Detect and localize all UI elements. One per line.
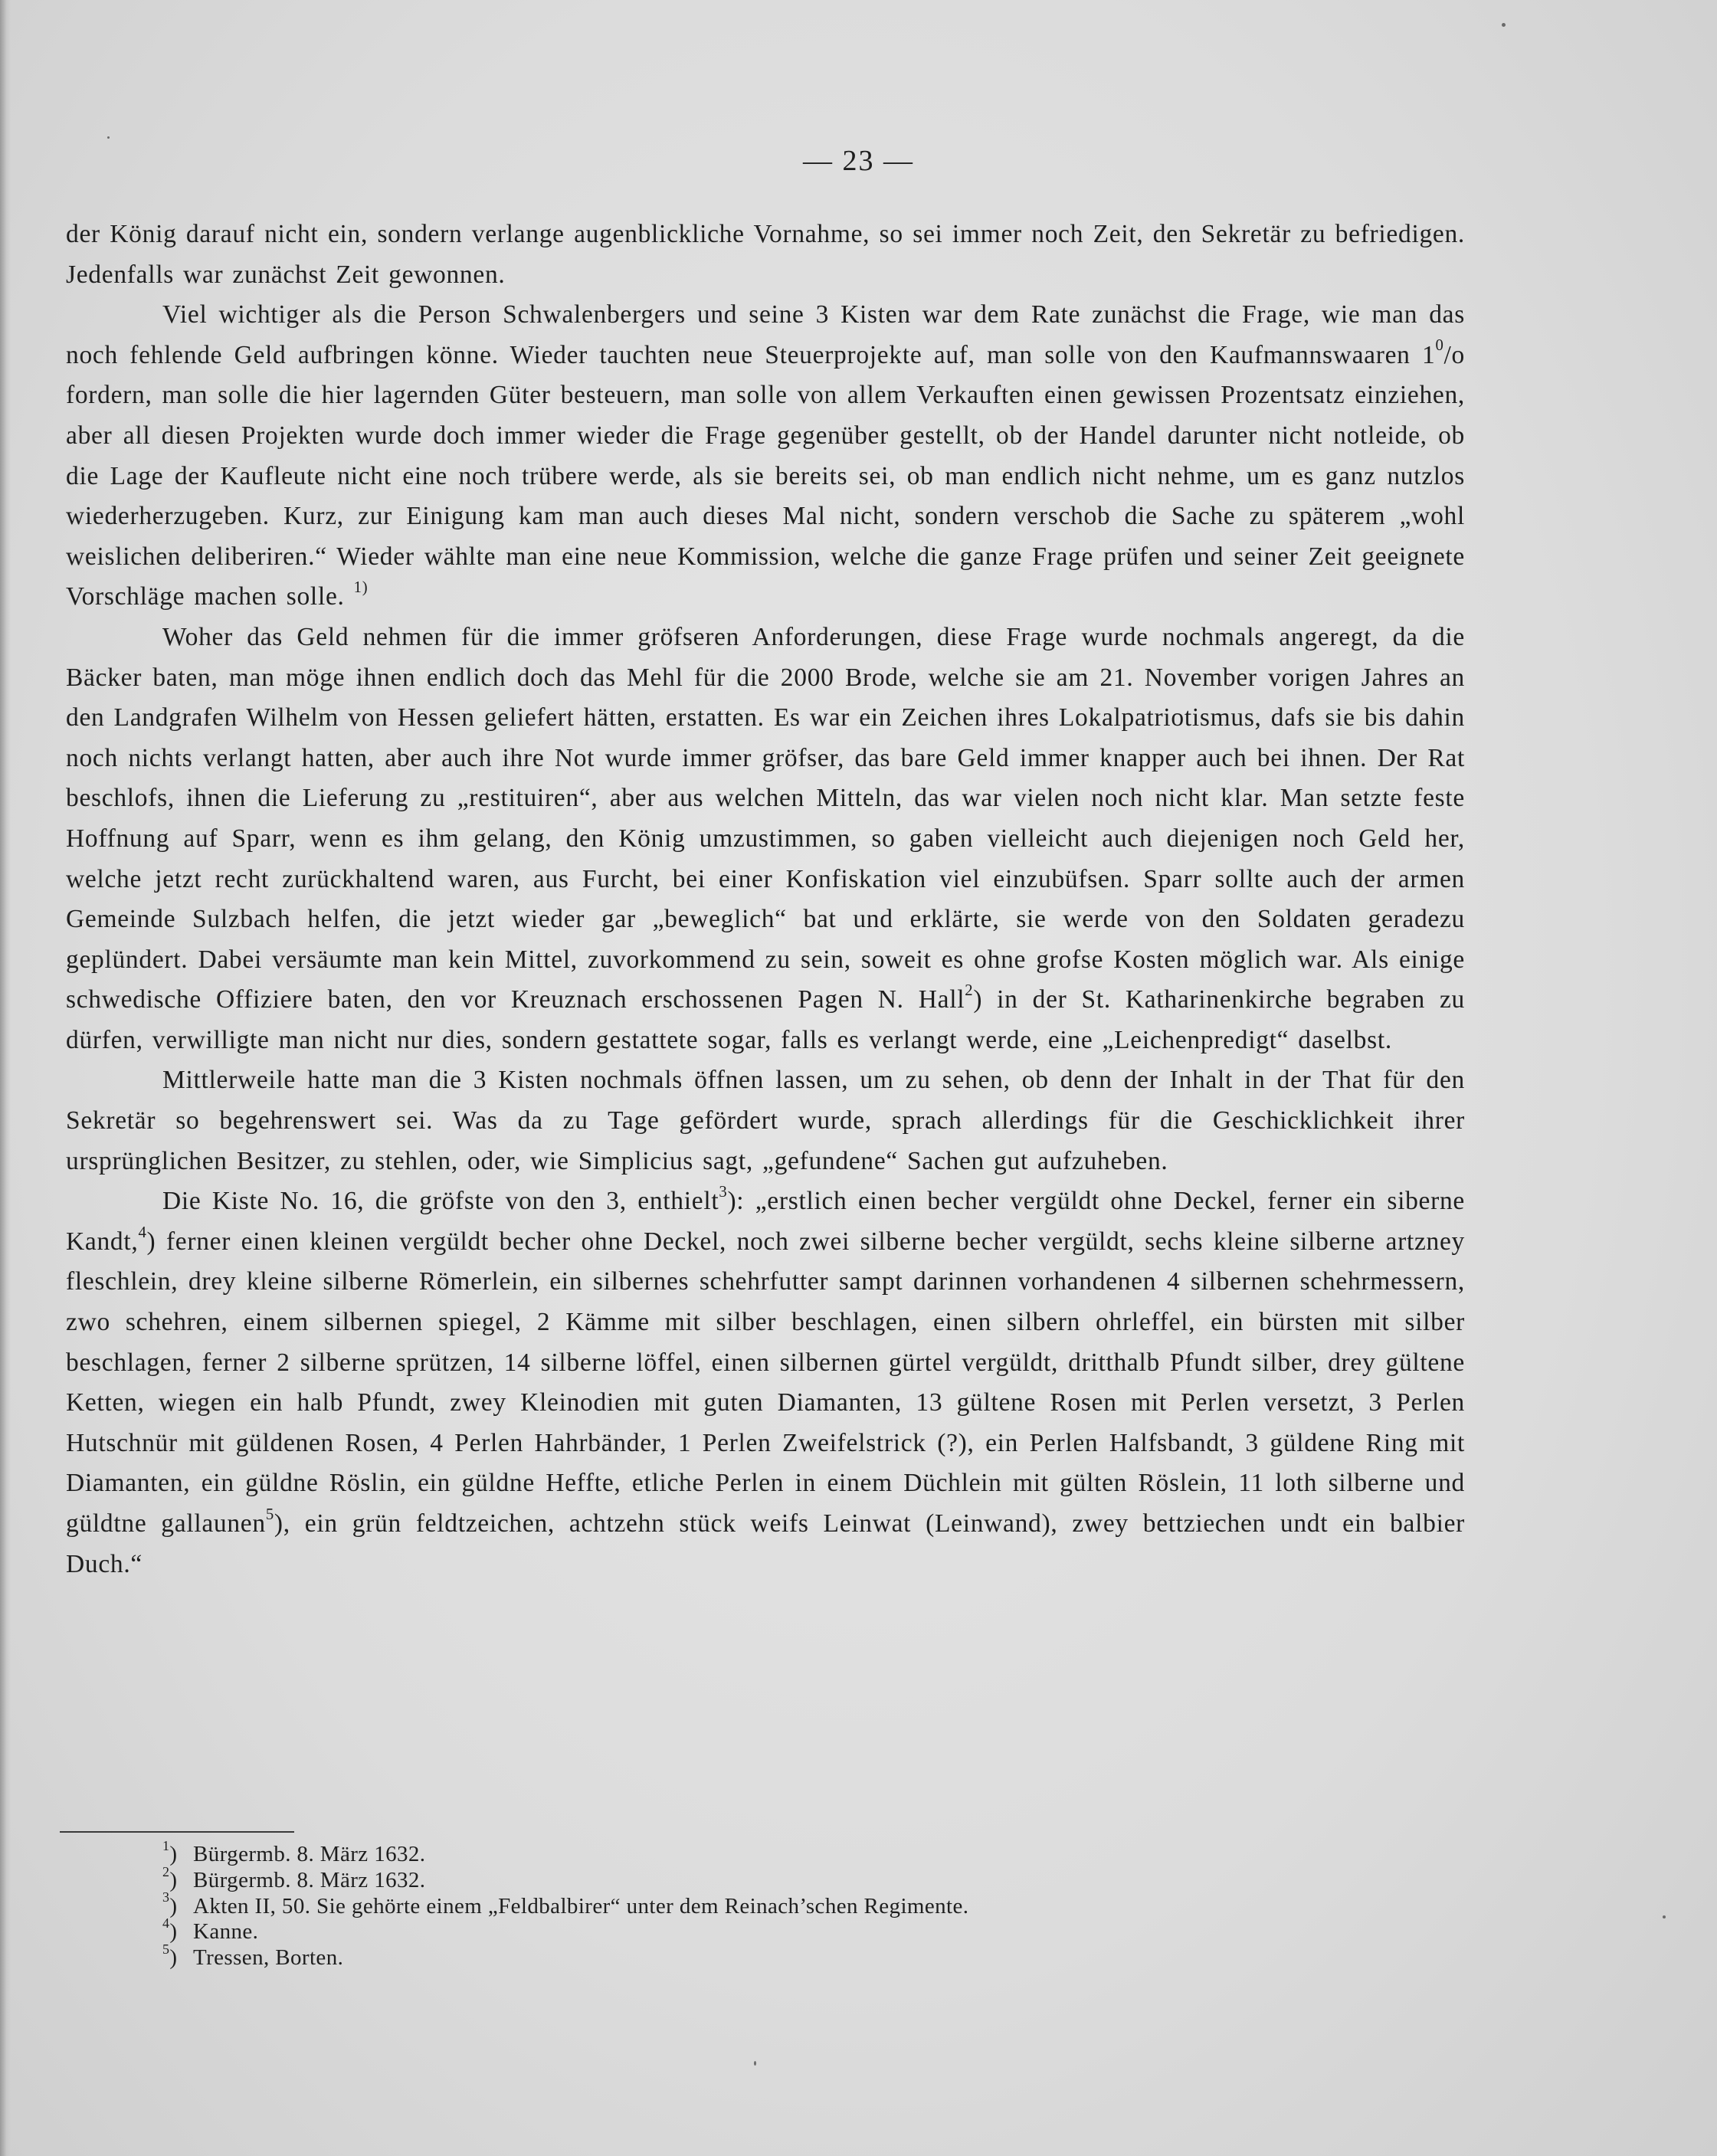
footnote-ref-2: 2 [965,981,974,999]
footnote-ref-1: 1) [353,578,369,597]
footnote-ref-3: 3 [719,1182,728,1201]
footnote-5: $^5$) Tressen, Borten. [162,1941,344,1971]
footnote-ref-4: 4 [138,1223,147,1241]
paragraph-5: Die Kiste No. 16, die gröfste von den 3, enthielt$^3$): „erstlich einen becher vergüldt ohne Deckel, ferner ein siberne Kandt,$^4$) ferner einen kleinen vergüldt becher ohne Deckel, noch zwei silberne becher vergüldt, sechs kleine silberne artzney fleschlein, drey kleine silberne Römerlein, ein silbernes schehrfutter sampt darinnen vorhandenen 4 silbernen schehrmessern, zwo schehren, einem silbernen spiegel, 2 Kämme mit silber beschlagen, einen silbern ohrleffel, ein bürsten mit silber beschlagen, ferner 2 silberne sprützen, 14 silberne löffel, einen silbernen gürtel vergüldt, dritthalb Pfundt silber, drey gültene Ketten, wiegen ein halb Pfundt, zwey Kleinodien mit guten Diamanten, 13 gültene Rosen mit Perlen versetzt, 3 Perlen Hutschnür mit güldenen Rosen, 4 Perlen Hahrbänder, 1 Perlen Zweifelstrick (?), ein Perlen Halfsbandt, 3 güldene Ring mit Diamanten, ein güldne Röslin, ein güldne Heffte, etliche Perlen in einem Düchlein mit gülten Röslein, 11 loth silberne und güldtne gallaunen$^5$), ein grün feldtzeichen, achtzehn stück weifs Leinwat (Leinwand), zwey bettziechen undt ein balbier Duch.“ [66,1182,1465,1578]
page-number: — 23 — [803,145,914,177]
page-spine-shadow [0,0,11,2156]
paragraph-3: Woher das Geld nehmen für die immer gröfseren Anforderungen, diese Frage wurde nochmals angeregt, da die Bäcker baten, man möge ihnen endlich doch das Mehl für die 2000 Brode, welche sie am 21. November vorigen Jahres an den Landgrafen Wilhelm von Hessen geliefert hätten, erstatten. Es war ein Zeichen ihres Lokalpatriotismus, dafs sie bis dahin noch nichts verlangt hatten, aber auch ihre Not wurde immer gröfser, das bare Geld immer knapper auch bei ihnen. Der Rat beschlofs, ihnen die Lieferung zu „restituiren“, aber aus welchen Mitteln, das war vielen noch nicht klar. Man setzte feste Hoffnung auf Sparr, wenn es ihm gelang, den König umzustimmen, so gaben vielleicht auch diejenigen noch Geld her, welche jetzt recht zurückhaltend waren, aus Furcht, bei einer Konfiskation viel einzubüfsen. Sparr sollte auch der armen Gemeinde Sulzbach helfen, die jetzt wieder gar „beweglich“ bat und erklärte, sie werde von den Soldaten geradezu geplündert. Dabei versäumte man kein Mittel, zuvorkommend zu sein, soweit es ohne grofse Kosten möglich war. Als einige schwedische Offiziere baten, den vor Kreuznach erschossenen Pagen N. Hall$^2$) in der St. Katharinenkirche begraben zu dürfen, verwilligte man nicht nur dies, sondern gestattete sogar, falls es verlangt werde, eine „Leichenpredigt“ daselbst. [66,622,1465,1054]
footnote-4: $^4$) Kanne. [162,1915,259,1945]
paragraph-4: Mittlerweile hatte man die 3 Kisten nochmals öffnen lassen, um zu sehen, ob denn der Inhalt in der That für den Sekretär so begehrenswert sei. Was da zu Tage gefördert wurde, sprach allerdings für die Geschicklichkeit ihrer ursprünglichen Besitzer, zu stehlen, oder, wie Simplicius sagt, „gefundene“ Sachen gut aufzuheben. [66,1066,1465,1175]
scan-speck [754,2061,756,2066]
footnotes [162,1837,1465,1971]
footnote-3: $^3$) Akten II, 50. Sie gehörte einem „Feldbalbirer“ unter dem Reinach’schen Regimente. [162,1889,969,1918]
footnote-1: $^1$) Bürgermb. 8. März 1632. [162,1837,426,1866]
percent-superscript: 0 [1435,336,1444,355]
paragraph-2: Viel wichtiger als die Person Schwalenbergers und seine 3 Kisten war dem Rate zunächst die Frage, wie man das noch fehlende Geld aufbringen könne. Wieder tauchten neue Steuerprojekte auf, man solle von den Kaufmannswaaren $1^0/o$ fordern, man solle die hier lagernden Güter besteuern, man solle von allem Verkauften einen gewissen Prozentsatz einziehen, aber all diesen Projekten wurde doch immer wieder die Frage gegenüber gestellt, ob der Handel darunter nicht notleide, ob die Lage der Kaufleute nicht eine noch trübere werde, als sie bereits sei, ob man endlich nicht nehme, um es ganz nutzlos wiederherzugeben. Kurz, zur Einigung kam man auch dieses Mal nicht, sondern verschob die Sache zu späterem „wohl weislichen deliberiren.“ Wieder wählte man eine neue Kommission, welche die ganze Frage prüfen und seiner Zeit geeignete Vorschläge machen solle. $^{1)}$ [66,300,1465,611]
footnote-ref-5: 5 [265,1505,274,1523]
scan-speck [107,136,110,139]
scan-speck [1663,1915,1666,1918]
body-text [66,215,1465,1584]
footnote-2: $^2$) Bürgermb. 8. März 1632. [162,1863,426,1892]
footnote-separator [60,1831,294,1833]
paragraph-1: der König darauf nicht ein, sondern verlange augenblickliche Vornahme, so sei immer noch Zeit, den Sekretär zu befriedigen. Jedenfalls war zunächst Zeit gewonnen. [66,220,1465,289]
scan-speck [1502,23,1506,27]
